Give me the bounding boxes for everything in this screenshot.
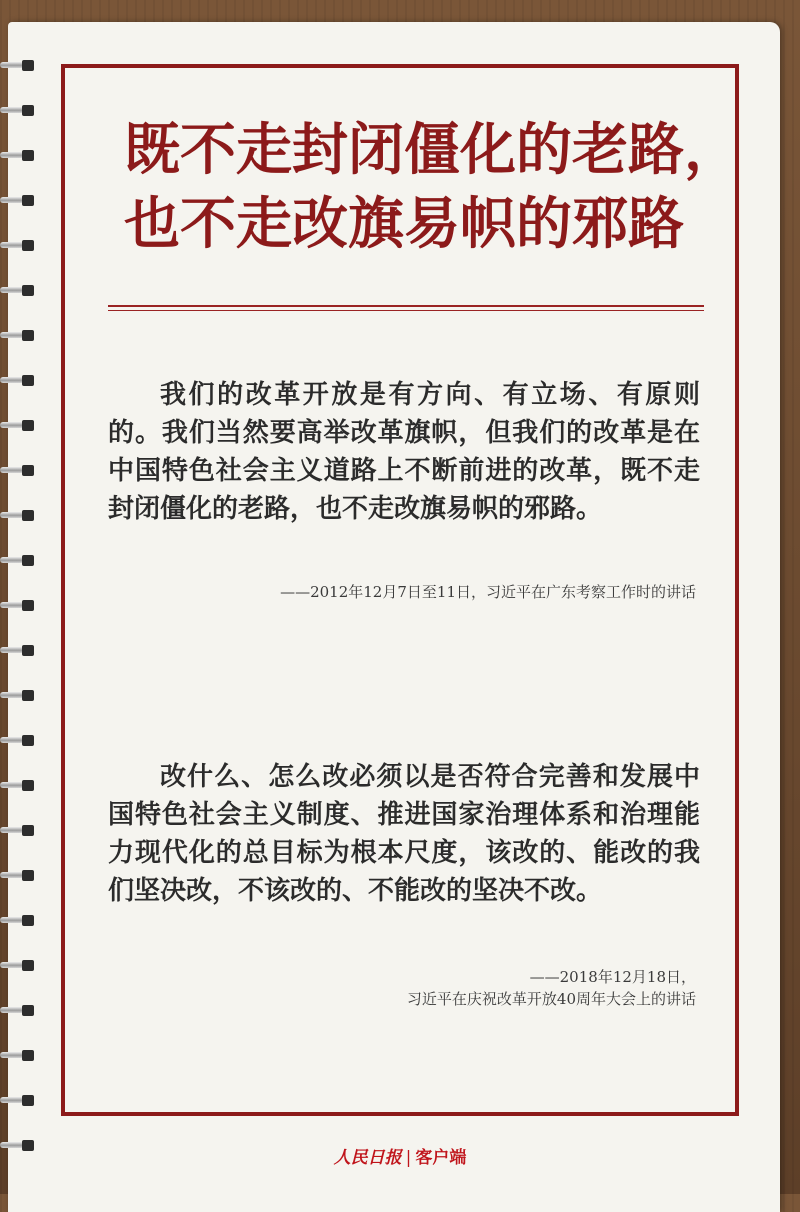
quote-1-text: 我们的改革开放是有方向、有立场、有原则的。我们当然要高举改革旗帜，但我们的改革是在中国特色社会主义道路上不断前进的改革，既不走封闭僵化的老路，也不走改旗易帜的邪路。 bbox=[108, 380, 700, 524]
title-line-1: 既不走封闭僵化的老路， bbox=[124, 118, 740, 183]
page-title bbox=[124, 114, 740, 262]
binding-ring bbox=[0, 960, 36, 971]
binding-ring bbox=[0, 1005, 36, 1016]
binding-ring bbox=[0, 375, 36, 386]
brand-suffix: 客户端 bbox=[415, 1148, 467, 1168]
binding-ring bbox=[0, 465, 36, 476]
quote-2-source-line1: ——2018年12月18日， bbox=[529, 968, 696, 986]
quote-2-source bbox=[407, 966, 696, 1010]
binding-ring bbox=[0, 690, 36, 701]
binding-ring bbox=[0, 1050, 36, 1061]
binding-ring bbox=[0, 240, 36, 251]
quote-2-text: 改什么、怎么改必须以是否符合完善和发展中国特色社会主义制度、推进国家治理体系和治理能力现代化的总目标为根本尺度，该改的、能改的我们坚决改，不该改的、不能改的坚决不改。 bbox=[108, 762, 700, 906]
quote-1-source bbox=[280, 581, 696, 603]
binding-ring bbox=[0, 825, 36, 836]
binding-ring bbox=[0, 285, 36, 296]
binding-ring bbox=[0, 780, 36, 791]
binding-ring bbox=[0, 150, 36, 161]
people-daily-logo: 人民日报 bbox=[333, 1148, 402, 1168]
title-divider-top bbox=[108, 305, 704, 307]
binding-ring bbox=[0, 555, 36, 566]
binding-ring bbox=[0, 1095, 36, 1106]
quote-2-source-line2: 习近平在庆祝改革开放40周年大会上的讲话 bbox=[406, 990, 696, 1008]
binding-ring bbox=[0, 870, 36, 881]
binding-ring bbox=[0, 195, 36, 206]
spiral-binding bbox=[0, 60, 40, 1194]
binding-ring bbox=[0, 510, 36, 521]
binding-ring bbox=[0, 105, 36, 116]
binding-ring bbox=[0, 735, 36, 746]
binding-ring bbox=[0, 600, 36, 611]
binding-ring bbox=[0, 420, 36, 431]
quote-1-source-line1: ——2012年12月7日至11日，习近平在广东考察工作时的讲话 bbox=[280, 583, 696, 601]
binding-ring bbox=[0, 60, 36, 71]
footer-brand bbox=[0, 1146, 800, 1170]
binding-ring bbox=[0, 915, 36, 926]
binding-ring bbox=[0, 645, 36, 656]
title-divider-bottom bbox=[108, 310, 704, 311]
binding-ring bbox=[0, 330, 36, 341]
brand-separator: | bbox=[405, 1148, 412, 1168]
title-line-2: 也不走改旗易帜的邪路 bbox=[124, 192, 684, 257]
